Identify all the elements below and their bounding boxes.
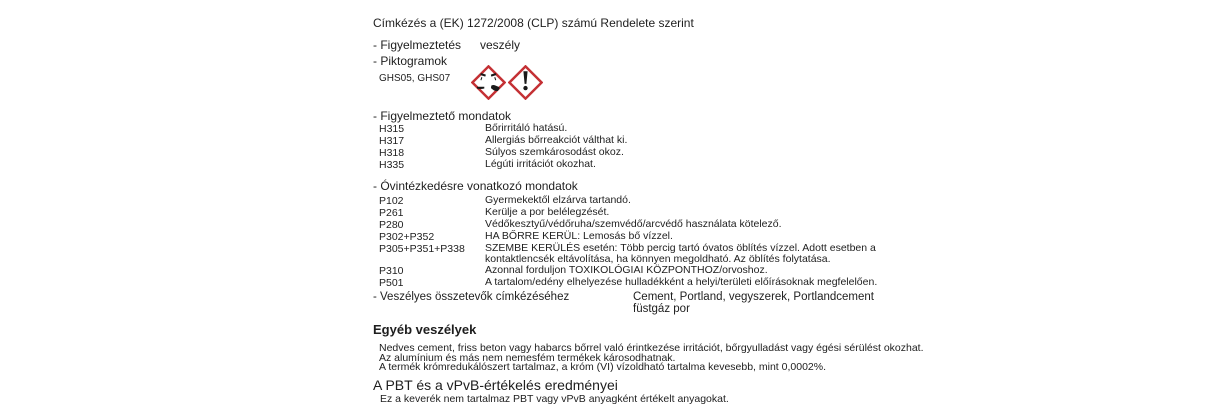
hazard-statements-header: - Figyelmeztető mondatok: [373, 109, 512, 123]
statement-text: Allergiás bőrreakciót válthat ki.: [485, 134, 628, 146]
ghs07-exclamation-icon: [508, 65, 543, 100]
statement-text: Kerülje a por belélegzését.: [485, 206, 610, 218]
clp-labeling-title: Címkézés a (EK) 1272/2008 (CLP) számú Rendelete szerint: [373, 16, 694, 30]
statement-text: Súlyos szemkárosodást okoz.: [485, 146, 624, 158]
pbt-assessment-line: Ez a keverék nem tartalmaz PBT vagy vPvB anyagként értékelt anyagokat.: [380, 393, 729, 405]
other-hazards-heading: Egyéb veszélyek: [373, 322, 477, 337]
statement-text: Gyermekektől elzárva tartandó.: [485, 194, 631, 206]
other-hazards-line: Az alumínium és más nem nemesfém termékek károsodhatnak.: [379, 352, 676, 364]
statement-text: SZEMBE KERÜLÉS esetén: Több percig tartó óvatos öblítés vízzel. Adott esetben a kontaktlencsék eltávolítása, ha könnyen megoldható. Az öblítés folytatása.: [485, 242, 876, 265]
other-hazards-line: A termék krómredukálószert tartalmaz, a króm (VI) vízoldható tartalma kevesebb, mint 0,0002%.: [379, 361, 827, 373]
statement-code: H317: [379, 135, 405, 147]
statement-code: P280: [379, 219, 404, 231]
statement-code: H315: [379, 123, 405, 135]
other-hazards-line: Nedves cement, friss beton vagy habarcs bőrrel való érintkezése irritációt, bőrgyulladást vagy égési sérülést okozhat.: [379, 342, 924, 354]
statement-text: HA BŐRRE KERÜL: Lemosás bő vízzel.: [485, 230, 673, 242]
statement-code: P501: [379, 277, 404, 289]
statement-code: P102: [379, 195, 404, 207]
statement-text: Védőkesztyű/védőruha/szemvédő/arcvédő használata kötelező.: [485, 218, 782, 230]
signal-word-value: veszély: [480, 38, 521, 52]
ghs05-corrosion-icon: [471, 65, 506, 100]
hazardous-components-value-line1: Cement, Portland, vegyszerek, Portlandcement: [633, 291, 874, 303]
pbt-assessment-heading: A PBT és a vPvB-értékelés eredményei: [373, 377, 618, 393]
statement-code: H335: [379, 159, 405, 171]
statement-code: P302+P352: [379, 231, 435, 243]
hazardous-components-label: - Veszélyes összetevők címkézéséhez: [373, 291, 570, 303]
ghs-pictograms: [471, 65, 543, 100]
pictograms-label: - Piktogramok: [373, 54, 448, 68]
statement-code: P310: [379, 265, 404, 277]
statement-code: P261: [379, 207, 404, 219]
statement-code: P305+P351+P338: [379, 243, 465, 255]
statement-text: A tartalom/edény elhelyezése hulladékként a helyi/területi előírásoknak megfelelően.: [485, 276, 878, 288]
statement-text: Azonnal forduljon TOXIKOLÓGIAI KÖZPONTHOZ/orvoshoz.: [485, 264, 768, 276]
signal-word-label: - Figyelmeztetés: [373, 38, 462, 52]
statement-text: Légúti irritációt okozhat.: [485, 158, 596, 170]
statement-code: H318: [379, 147, 405, 159]
precautionary-statements-header: - Óvintézkedésre vonatkozó mondatok: [373, 179, 578, 193]
pictogram-codes: GHS05, GHS07: [379, 73, 451, 84]
hazardous-components-value-line2: füstgáz por: [633, 303, 690, 315]
statement-text: Bőrirritáló hatású.: [485, 122, 568, 134]
